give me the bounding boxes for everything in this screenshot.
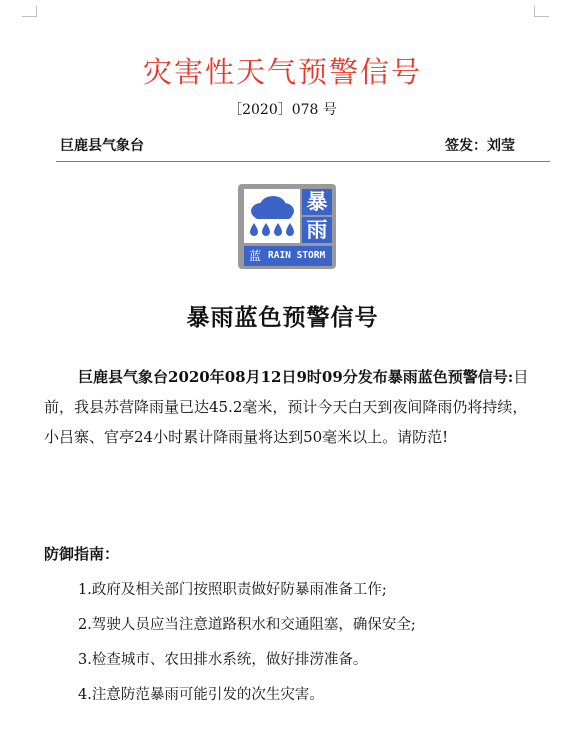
badge-caption: RAIN STORM — [268, 250, 326, 261]
guidance-item: 4.注意防范暴雨可能引发的次生灾害。 — [78, 687, 324, 703]
warning-paragraph — [44, 362, 534, 452]
warning-heading: 暴雨蓝色预警信号 — [186, 304, 379, 331]
document-number: ［2020］078 号 — [228, 102, 337, 118]
issuer-name: 巨鹿县气象台 — [60, 138, 144, 154]
page-corner-mark-left — [22, 6, 37, 17]
warning-lead: 巨鹿县气象台2020年08月12日9时09分发布暴雨蓝色预警信号: — [78, 368, 514, 386]
document-title: 灾害性天气预警信号 — [142, 55, 422, 89]
rainstorm-warning-badge — [238, 184, 336, 269]
badge-glyph-rain: 雨 — [302, 217, 332, 243]
guidance-title: 防御指南： — [44, 545, 120, 563]
guidance-item: 2.驾驶人员应当注意道路积水和交通阻塞，确保安全; — [78, 617, 416, 633]
header-divider — [56, 161, 550, 162]
badge-caption-bar — [244, 246, 332, 266]
rain-cloud-icon — [244, 189, 300, 243]
badge-glyph-storm: 暴 — [302, 189, 332, 215]
guidance-item: 3.检查城市、农田排水系统，做好排涝准备。 — [78, 652, 368, 668]
page-corner-mark-right — [534, 6, 549, 17]
guidance-item: 1.政府及相关部门按照职责做好防暴雨准备工作; — [78, 582, 387, 598]
badge-level-label: 蓝 — [248, 249, 261, 263]
guidance-list — [78, 580, 548, 720]
signer-name: 签发：刘莹 — [445, 138, 515, 154]
warning-body: 目前，我县苏营降雨量已达45.2毫米，预计今天白天到夜间降雨仍将持续，小吕寨、官亭24小时累计降雨量将达到50毫米以上。请防范! — [44, 368, 529, 446]
